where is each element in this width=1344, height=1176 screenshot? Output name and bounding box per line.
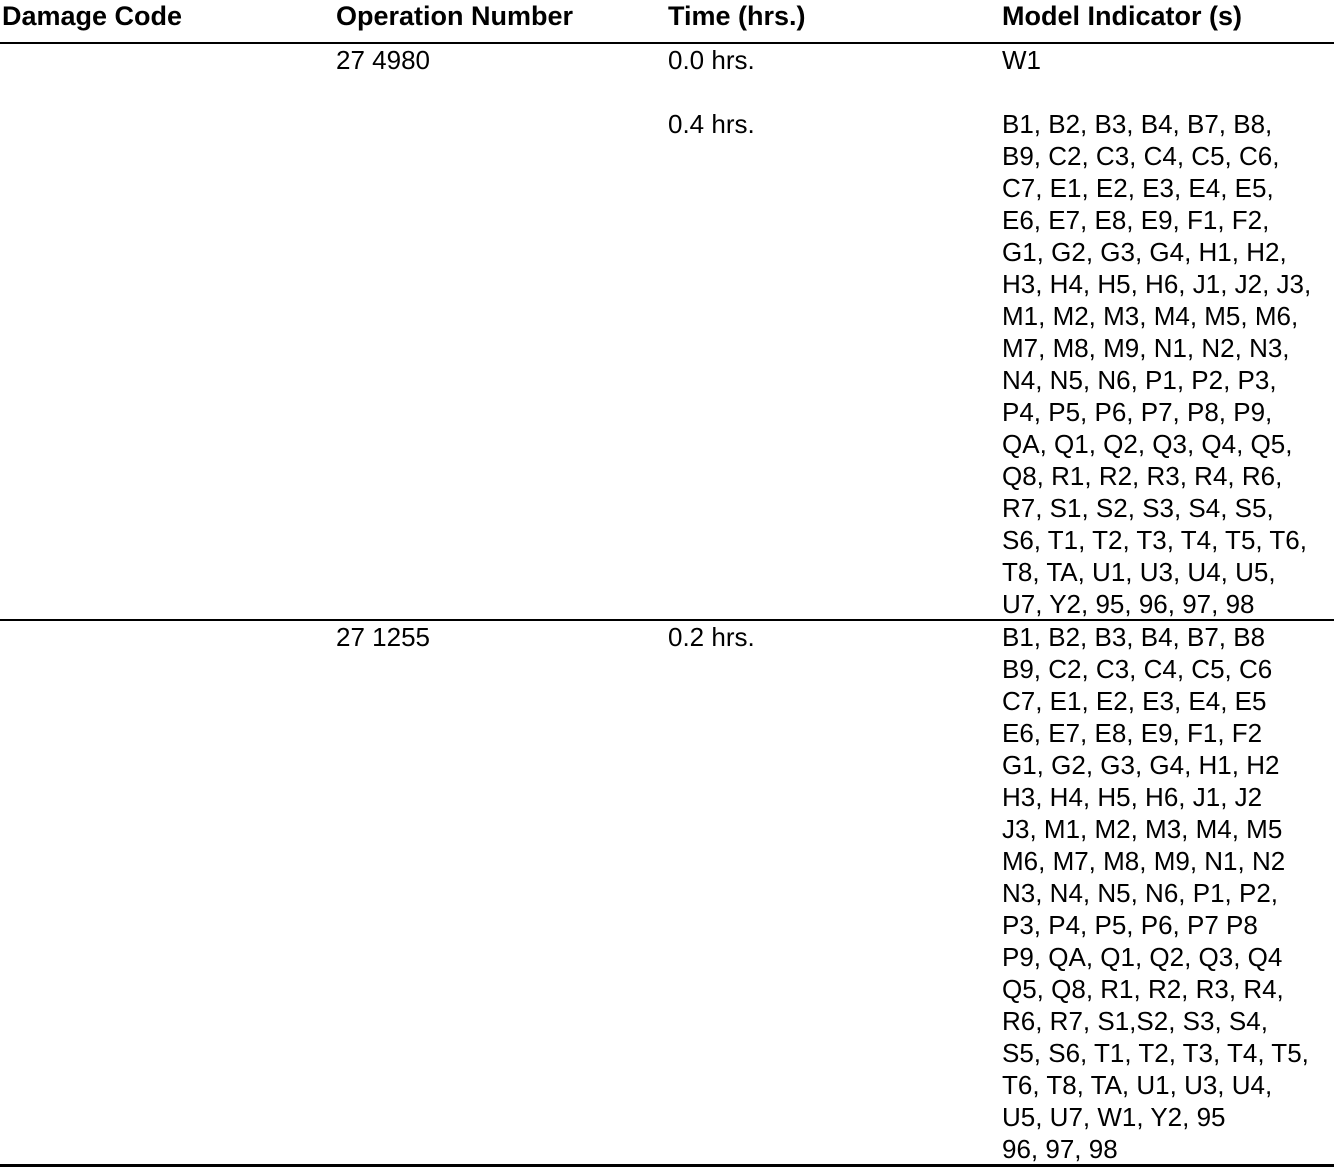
model-line: B9, C2, C3, C4, C5, C6, — [1002, 141, 1280, 171]
model-line: U5, U7, W1, Y2, 95 — [1002, 1102, 1226, 1132]
table-bottom-rule — [0, 1164, 1334, 1167]
header-damage-code: Damage Code — [2, 1, 183, 31]
model-line: N4, N5, N6, P1, P2, P3, — [1002, 365, 1277, 395]
model-line: Q8, R1, R2, R3, R4, R6, — [1002, 461, 1283, 491]
model-line: B9, C2, C3, C4, C5, C6 — [1002, 654, 1273, 684]
row-2-operation-number: 27 1255 — [336, 622, 430, 652]
row-1-entry-1-models — [1002, 44, 1041, 76]
model-line: M6, M7, M8, M9, N1, N2 — [1002, 846, 1286, 876]
model-line: M7, M8, M9, N1, N2, N3, — [1002, 333, 1290, 363]
model-line: N3, N4, N5, N6, P1, P2, — [1002, 878, 1279, 908]
model-line: P9, QA, Q1, Q2, Q3, Q4 — [1002, 942, 1283, 972]
model-line: M1, M2, M3, M4, M5, M6, — [1002, 301, 1299, 331]
row-1-entry-2-models — [1002, 108, 1311, 620]
model-line: C7, E1, E2, E3, E4, E5 — [1002, 686, 1267, 716]
model-line: U7, Y2, 95, 96, 97, 98 — [1002, 589, 1255, 619]
model-line: S6, T1, T2, T3, T4, T5, T6, — [1002, 525, 1307, 555]
model-line: P3, P4, P5, P6, P7 P8 — [1002, 910, 1258, 940]
model-line: H3, H4, H5, H6, J1, J2, J3, — [1002, 269, 1312, 299]
model-line: 96, 97, 98 — [1002, 1134, 1118, 1164]
model-line: T8, TA, U1, U3, U4, U5, — [1002, 557, 1276, 587]
model-line: P4, P5, P6, P7, P8, P9, — [1002, 397, 1273, 427]
model-line: G1, G2, G3, G4, H1, H2 — [1002, 750, 1280, 780]
model-line: E6, E7, E8, E9, F1, F2, — [1002, 205, 1270, 235]
header-operation-number: Operation Number — [336, 1, 574, 31]
model-line: E6, E7, E8, E9, F1, F2 — [1002, 718, 1263, 748]
header-rule — [0, 42, 1334, 44]
model-line: Q5, Q8, R1, R2, R3, R4, — [1002, 974, 1284, 1004]
header-model-indicators: Model Indicator (s) — [1002, 1, 1243, 31]
model-line: C7, E1, E2, E3, E4, E5, — [1002, 173, 1274, 203]
header-time: Time (hrs.) — [668, 1, 806, 31]
row-1-entry-2-time: 0.4 hrs. — [668, 109, 755, 139]
model-line: S5, S6, T1, T2, T3, T4, T5, — [1002, 1038, 1309, 1068]
model-line: B1, B2, B3, B4, B7, B8, — [1002, 109, 1273, 139]
model-line: H3, H4, H5, H6, J1, J2 — [1002, 782, 1263, 812]
row-1-operation-number: 27 4980 — [336, 45, 430, 75]
row-2-entry-1-time: 0.2 hrs. — [668, 622, 755, 652]
model-line: J3, M1, M2, M3, M4, M5 — [1002, 814, 1283, 844]
table-header-row — [0, 0, 1344, 42]
model-line: B1, B2, B3, B4, B7, B8 — [1002, 622, 1266, 652]
model-line: R6, R7, S1,S2, S3, S4, — [1002, 1006, 1268, 1036]
model-line: R7, S1, S2, S3, S4, S5, — [1002, 493, 1274, 523]
row-1-entry-1-time: 0.0 hrs. — [668, 45, 755, 75]
row-2-entry-1-models — [1002, 621, 1309, 1165]
model-line: G1, G2, G3, G4, H1, H2, — [1002, 237, 1287, 267]
model-line: QA, Q1, Q2, Q3, Q4, Q5, — [1002, 429, 1293, 459]
model-line: T6, T8, TA, U1, U3, U4, — [1002, 1070, 1273, 1100]
model-line: W1 — [1002, 45, 1041, 75]
